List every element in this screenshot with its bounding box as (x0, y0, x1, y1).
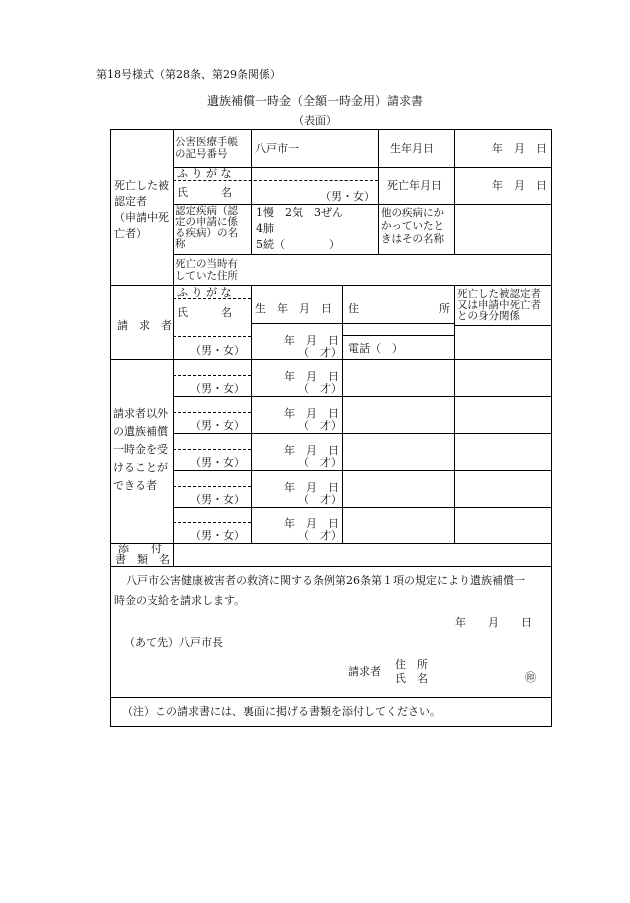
deceased-furigana-label: ふ り が な (177, 167, 232, 180)
heir-age[interactable]: （ 才） (298, 419, 342, 432)
claimant-phone[interactable]: 電話（ ） (348, 342, 403, 355)
heir-birth[interactable]: 年 月 日 (284, 370, 339, 383)
death-address-label: 死亡の当時有 (175, 258, 238, 270)
attachments-label: 添 付 (118, 542, 162, 555)
signature-address-label: 住 所 (395, 658, 428, 671)
claim-form-table (110, 129, 552, 727)
form-title: 遺族補償一時金（全額一時金用）請求書 (206, 94, 423, 108)
form-number: 第18号様式（第28条、第29条関係） (96, 68, 281, 81)
disease-option[interactable]: 1慢 2気 3ぜん (256, 206, 343, 219)
declaration-text: 時金の支給を請求します。 (114, 594, 246, 607)
heir-gender[interactable]: （男・女） (190, 419, 245, 432)
heir-age[interactable]: （ 才） (298, 529, 342, 542)
note: （注）この請求書には、裏面に掲げる書類を添付してください。 (122, 705, 441, 718)
heir-birth[interactable]: 年 月 日 (284, 481, 339, 494)
claimant-age[interactable]: （ 才） (298, 346, 342, 359)
deceased-birth-value[interactable]: 年 月 日 (492, 142, 547, 155)
disease-name-label: 定の申請に係 (175, 216, 238, 228)
handbook-number-label: 公害医療手帳 (175, 136, 238, 148)
claimant-address-header: 住 (348, 302, 359, 315)
deceased-section-label: 認定者 (114, 195, 147, 208)
disease-option[interactable]: 5続（ ） (256, 238, 340, 251)
other-heirs-label: けることが (113, 461, 168, 474)
declaration-date[interactable]: 年 月 日 (455, 616, 532, 629)
heir-gender[interactable]: （男・女） (190, 382, 245, 395)
heir-gender[interactable]: （男・女） (190, 529, 245, 542)
disease-name-label: 称 (175, 238, 186, 250)
heir-age[interactable]: （ 才） (298, 493, 342, 506)
heir-birth[interactable]: 年 月 日 (284, 517, 339, 530)
death-date-label: 死亡年月日 (387, 179, 442, 192)
deceased-gender[interactable]: （男・女） (320, 190, 375, 203)
claimant-furigana-label: ふ り が な (177, 286, 232, 299)
death-address-label: していた住所 (175, 270, 238, 282)
deceased-section-label: （申請中死 (114, 211, 169, 224)
handbook-number-value[interactable]: 八戸市一 (255, 142, 299, 155)
heir-birth[interactable]: 年 月 日 (284, 407, 339, 420)
claimant-signature-label: 請求者 (348, 665, 381, 678)
form-side-label: （表面） (293, 114, 337, 127)
disease-option[interactable]: 4肺 (256, 222, 274, 235)
recipient: （あて先）八戸市長 (124, 636, 223, 649)
claimant-birth-header: 生 年 月 日 (255, 302, 332, 315)
declaration-text: 八戸市公害健康被害者の救済に関する条例第26条第１項の規定により遺族補償一 (126, 574, 525, 587)
claimant-section-label: 請 求 者 (117, 319, 172, 332)
handbook-number-label: の記号番号 (175, 148, 228, 160)
other-disease-label: 他の疾病にか (381, 207, 444, 219)
death-date-value[interactable]: 年 月 日 (492, 179, 547, 192)
claimant-name-label: 氏 名 (177, 306, 232, 319)
disease-name-label: る疾病）の名 (175, 227, 238, 239)
relationship-header: 死亡した被認定者 (457, 288, 541, 300)
relationship-header: との身分関係 (457, 310, 520, 322)
other-heirs-label: 一時金を受 (113, 443, 168, 456)
claimant-gender[interactable]: （男・女） (190, 344, 245, 357)
deceased-name-label: 氏 名 (177, 186, 232, 199)
signature-name-label: 氏 名 (395, 672, 428, 685)
disease-name-label: 認定疾病（認 (175, 205, 238, 217)
heir-gender[interactable]: （男・女） (190, 456, 245, 469)
heir-gender[interactable]: （男・女） (190, 493, 245, 506)
deceased-section-label: 死亡した被 (114, 179, 169, 192)
claimant-address-header: 所 (439, 302, 450, 315)
deceased-section-label: 亡者） (114, 227, 147, 240)
heir-birth[interactable]: 年 月 日 (284, 444, 339, 457)
other-heirs-label: 請求者以外 (113, 407, 168, 420)
relationship-header: 又は申請中死亡者 (457, 299, 541, 311)
attachments-label: 書 類 名 (115, 553, 170, 566)
other-heirs-label: の遺族補償 (113, 425, 168, 438)
other-heirs-label: できる者 (113, 479, 157, 492)
other-disease-label: かっていたと (381, 220, 444, 232)
seal-mark: ㊞ (525, 671, 536, 684)
other-disease-label: きはその名称 (381, 233, 444, 245)
heir-age[interactable]: （ 才） (298, 382, 342, 395)
deceased-birth-label: 生年月日 (390, 142, 434, 155)
claimant-birth-value[interactable]: 年 月 日 (284, 334, 339, 347)
heir-age[interactable]: （ 才） (298, 456, 342, 469)
